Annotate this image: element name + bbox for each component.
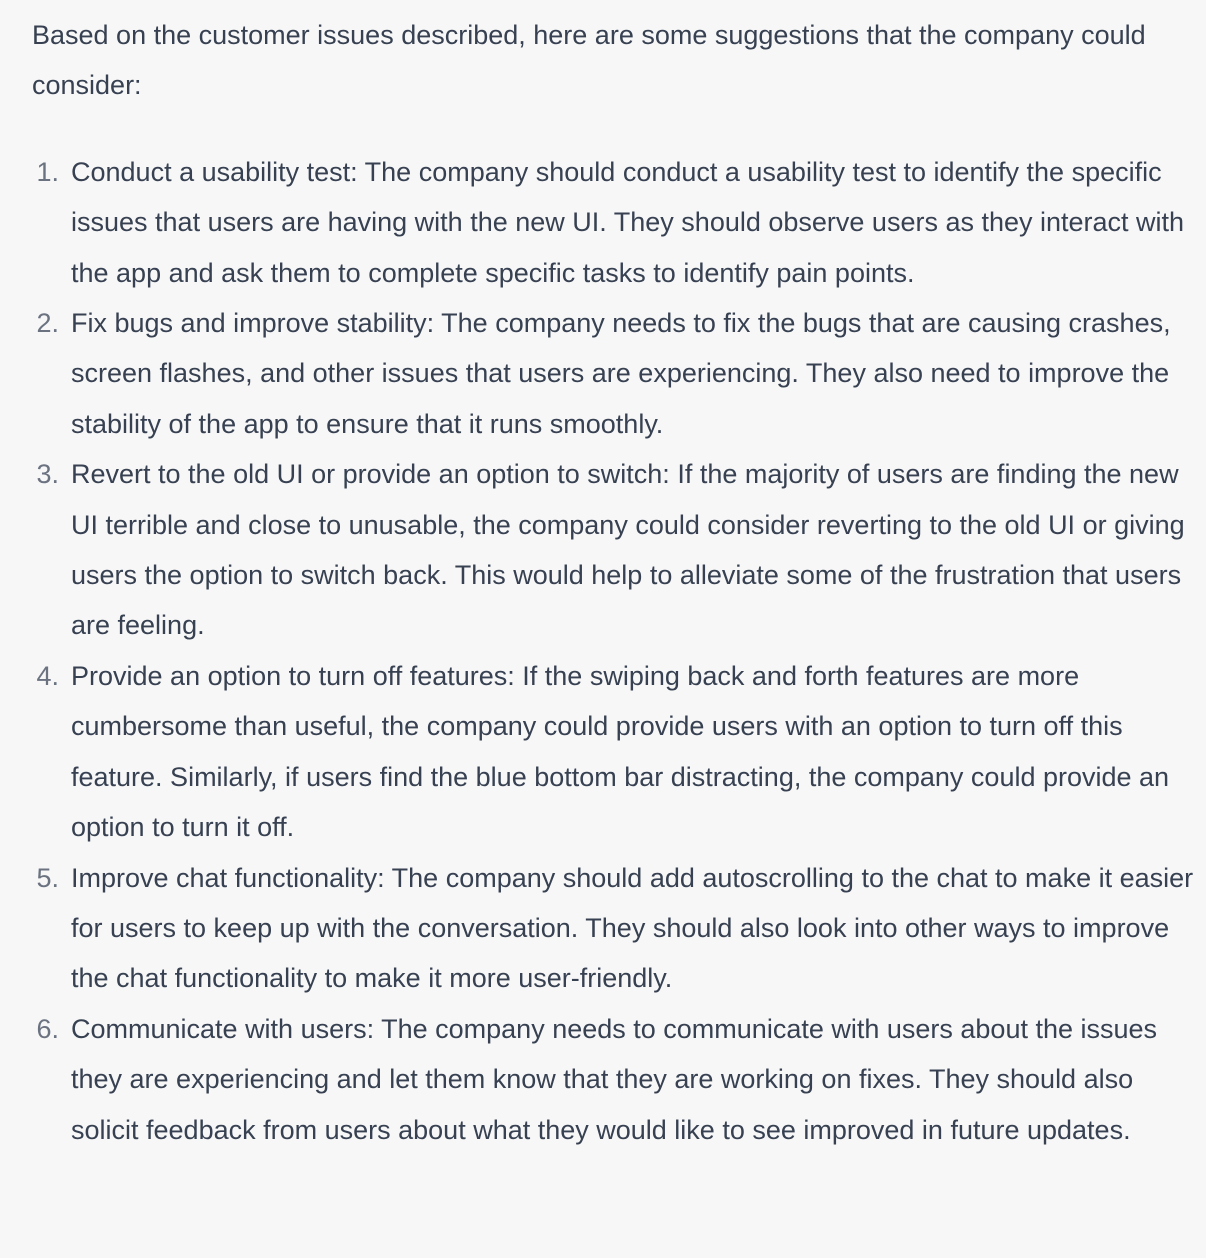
suggestion-text: Fix bugs and improve stability: The company needs to fix the bugs that are causing crashes, screen flashes, and other issues that users are experiencing. They also need to improve the stability of the app to ensure that it runs smoothly. [71,308,1171,439]
suggestion-text: Provide an option to turn off features: If the swiping back and forth features are more cumbersome than useful, the company could provide users with an option to turn off this feature. Similarly, if users find the blue bottom bar distracting, the company could provide an option to turn it off. [71,660,1170,843]
suggestion-number: 5. [36,862,59,893]
suggestion-number: 3. [36,459,59,490]
suggestion-item-3 [32,449,1206,651]
suggestion-text: Communicate with users: The company needs to communicate with users about the issues they are experiencing and let them know that they are working on fixes. They should also solicit feedback from users about what they would like to see improved in future updates. [71,1013,1158,1145]
suggestion-text: Revert to the old UI or provide an option to switch: If the majority of users are finding the new UI terrible and close to unusable, the company could consider reverting to the old UI or giving users the option to switch back. This would help to alleviate some of the frustration that users are feeling. [71,459,1185,641]
suggestion-number: 4. [36,660,59,691]
suggestion-item-4 [32,651,1206,853]
response-intro: Based on the customer issues described, here are some suggestions that the company could consider: [32,20,1146,101]
suggestion-number: 2. [36,308,59,339]
suggestion-item-5 [32,853,1206,1004]
suggestion-text: Conduct a usability test: The company should conduct a usability test to identify the specific issues that users are having with the new UI. They should observe users as they interact with the app and ask them to complete specific tasks to identify pain points. [71,156,1185,288]
suggestion-number: 1. [36,156,59,187]
suggestion-number: 6. [36,1013,59,1044]
suggestion-text: Improve chat functionality: The company should add autoscrolling to the chat to make it easier for users to keep up with the conversation. They should also look into other ways to improve the chat functionality to make it more user-friendly. [71,862,1194,994]
suggestion-item-1 [32,147,1206,298]
suggestion-list [32,147,1206,1155]
suggestion-item-6 [32,1004,1206,1155]
suggestion-item-2 [32,298,1206,449]
